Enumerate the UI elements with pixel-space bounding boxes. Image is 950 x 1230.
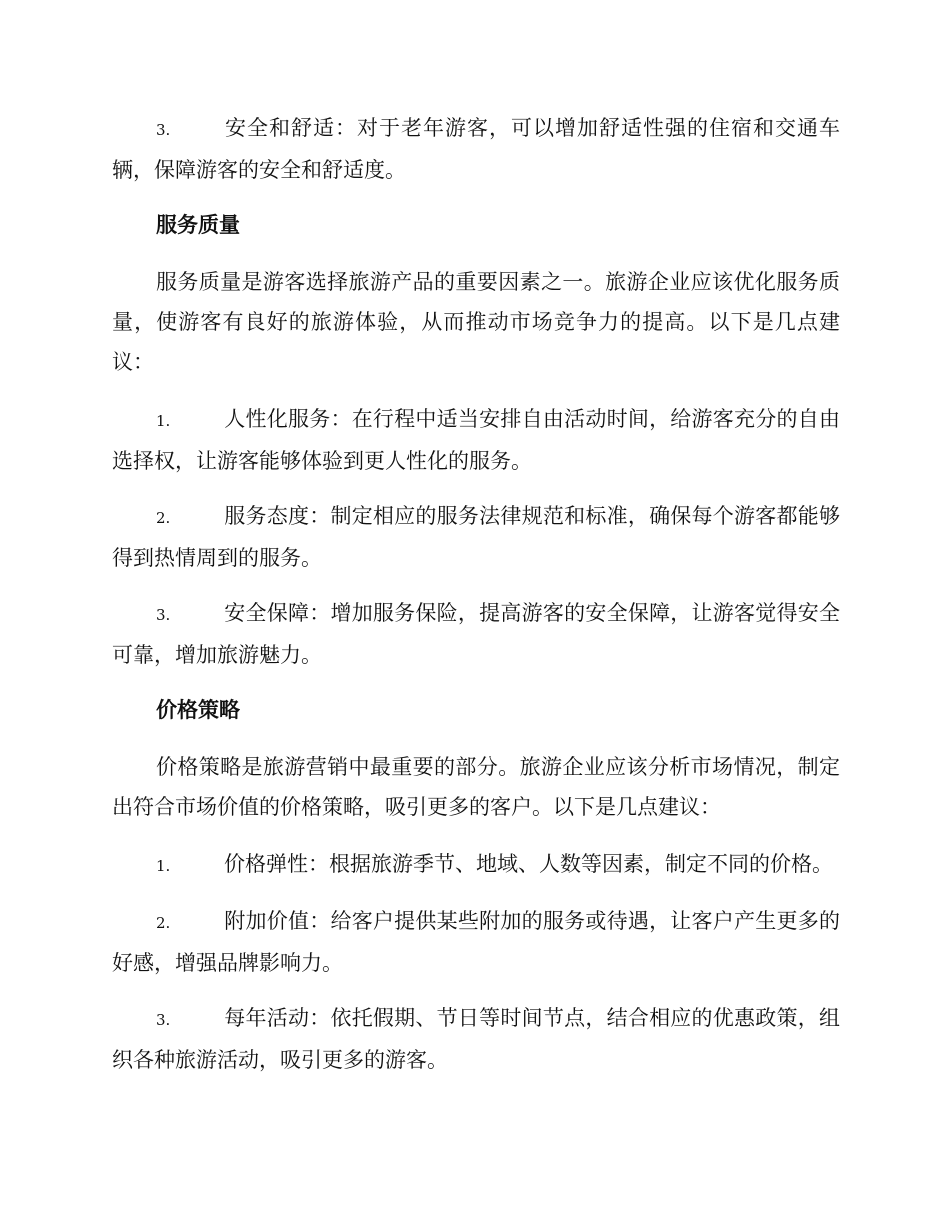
list-item-text: 人性化服务：在行程中适当安排自由活动时间，给游客充分的自由选择权，让游客能够体验到更人性化的服务。 bbox=[112, 407, 840, 473]
list-item-text: 附加价值：给客户提供某些附加的服务或待遇，让客户产生更多的好感，增强品牌影响力。 bbox=[112, 909, 840, 975]
list-item bbox=[112, 844, 840, 886]
list-item bbox=[112, 901, 840, 983]
section-intro-paragraph: 价格策略是旅游营销中最重要的部分。旅游企业应该分析市场情况，制定出符合市场价值的价格策略，吸引更多的客户。以下是几点建议： bbox=[112, 755, 840, 819]
list-item-number: 2. bbox=[156, 914, 171, 932]
list-item-number: 3. bbox=[156, 606, 171, 624]
list-item-number: 3. bbox=[156, 1011, 171, 1029]
section-heading-pricing-strategy: 价格策略 bbox=[156, 697, 240, 722]
section-intro-paragraph: 服务质量是游客选择旅游产品的重要因素之一。旅游企业应该优化服务质量，使游客有良好的旅游体验，从而推动市场竞争力的提高。以下是几点建议： bbox=[112, 270, 840, 374]
list-item-number: 3. bbox=[156, 121, 171, 139]
list-item bbox=[112, 108, 840, 190]
document-page bbox=[112, 108, 840, 1095]
list-item bbox=[112, 496, 840, 578]
list-item-number: 2. bbox=[156, 509, 171, 527]
list-item-text: 安全保障：增加服务保险，提高游客的安全保障，让游客觉得安全可靠，增加旅游魅力。 bbox=[112, 601, 840, 667]
list-item-text: 服务态度：制定相应的服务法律规范和标准，确保每个游客都能够得到热情周到的服务。 bbox=[112, 504, 840, 570]
list-item-number: 1. bbox=[156, 412, 171, 430]
section-heading-service-quality: 服务质量 bbox=[156, 212, 240, 237]
list-item bbox=[112, 998, 840, 1080]
list-item-text: 安全和舒适：对于老年游客，可以增加舒适性强的住宿和交通车辆，保障游客的安全和舒适度。 bbox=[112, 116, 840, 182]
list-item-number: 1. bbox=[156, 857, 171, 875]
list-item-text: 每年活动：依托假期、节日等时间节点，结合相应的优惠政策，组织各种旅游活动，吸引更多的游客。 bbox=[112, 1006, 840, 1072]
list-item bbox=[112, 399, 840, 481]
list-item bbox=[112, 593, 840, 675]
list-item-text: 价格弹性：根据旅游季节、地域、人数等因素，制定不同的价格。 bbox=[224, 852, 833, 876]
